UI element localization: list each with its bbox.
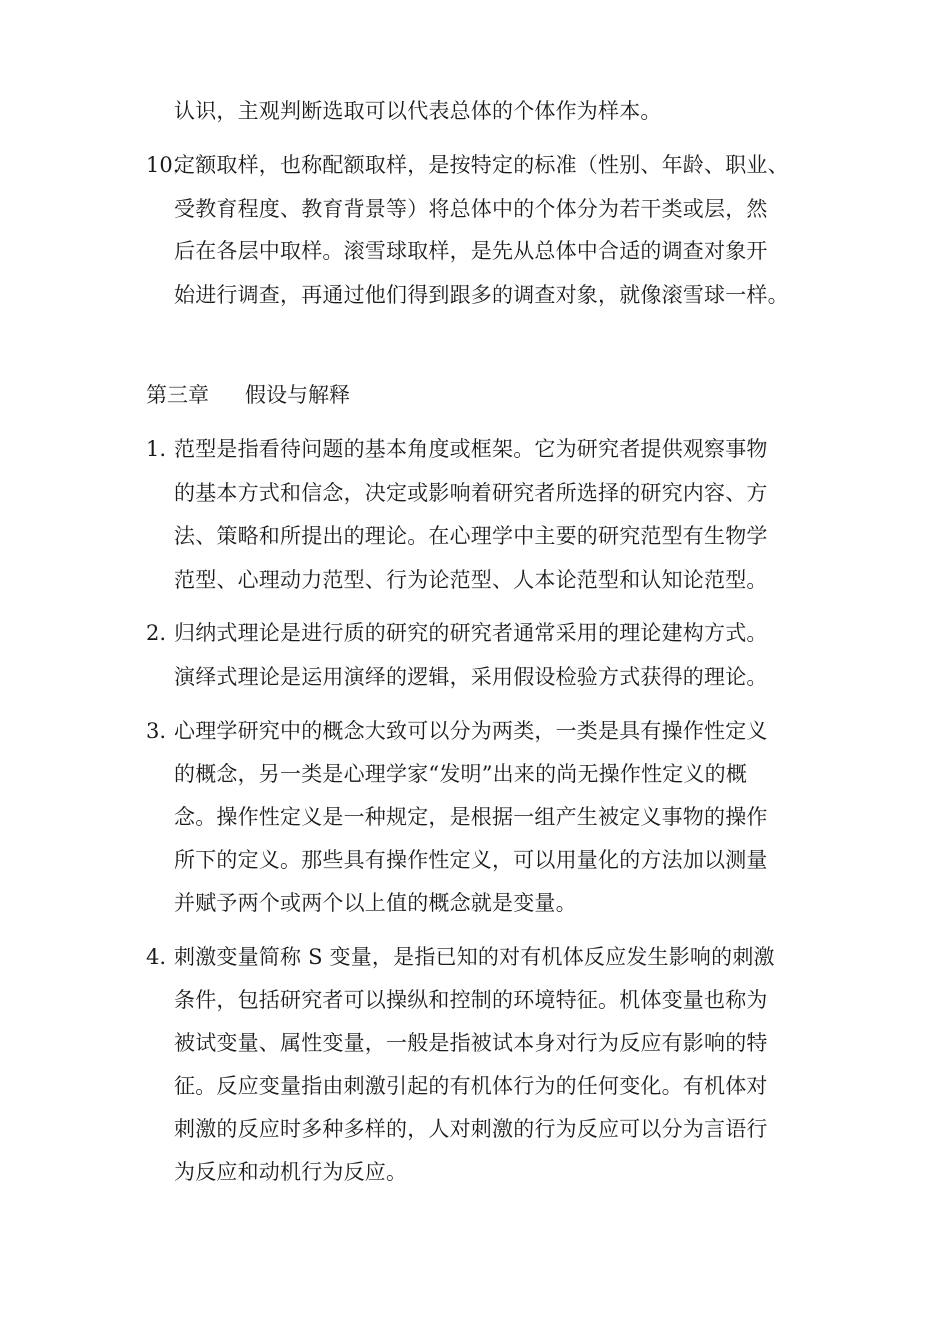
paragraph-line: 念。操作性定义是一种规定，是根据一组产生被定义事物的操作: [174, 805, 768, 829]
paragraph-line: 为反应和动机行为反应。: [174, 1160, 408, 1184]
list-item-marker: 4.: [146, 945, 167, 969]
paragraph-line: 法、策略和所提出的理论。在心理学中主要的研究范型有生物学: [174, 524, 768, 548]
paragraph-line: 刺激变量简称 S 变量，是指已知的对有机体反应发生影响的刺激: [174, 945, 775, 969]
paragraph-line: 认识，主观判断选取可以代表总体的个体作为样本。: [174, 99, 662, 123]
paragraph-line: 的基本方式和信念，决定或影响着研究者所选择的研究内容、方: [174, 481, 768, 505]
paragraph-line: 定额取样，也称配额取样，是按特定的标准（性别、年龄、职业、: [174, 153, 789, 177]
paragraph-line: 条件，包括研究者可以操纵和控制的环境特征。机体变量也称为: [174, 988, 768, 1012]
paragraph-line: 被试变量、属性变量，一般是指被试本身对行为反应有影响的特: [174, 1031, 768, 1055]
paragraph-line: 后在各层中取样。滚雪球取样，是先从总体中合适的调查对象开: [174, 239, 768, 263]
paragraph-line: 受教育程度、教育背景等）将总体中的个体分为若干类或层，然: [174, 197, 768, 221]
paragraph-line: 的概念，另一类是心理学家“发明”出来的尚无操作性定义的概: [174, 762, 748, 786]
chapter-title: 假设与解释: [245, 383, 350, 407]
paragraph-line: 心理学研究中的概念大致可以分为两类，一类是具有操作性定义: [174, 719, 768, 743]
list-item-marker: 1.: [146, 437, 167, 461]
list-item-marker: 10.: [146, 153, 180, 177]
paragraph-line: 范型、心理动力范型、行为论范型、人本论范型和认知论范型。: [174, 568, 768, 592]
paragraph-line: 范型是指看待问题的基本角度或框架。它为研究者提供观察事物: [174, 437, 768, 461]
paragraph-line: 刺激的反应时多种多样的，人对刺激的行为反应可以分为言语行: [174, 1117, 768, 1141]
paragraph-line: 征。反应变量指由刺激引起的有机体行为的任何变化。有机体对: [174, 1074, 768, 1098]
paragraph-line: 演绎式理论是运用演绎的逻辑，采用假设检验方式获得的理论。: [174, 665, 768, 689]
paragraph-line: 并赋予两个或两个以上值的概念就是变量。: [174, 891, 577, 915]
paragraph-line: 所下的定义。那些具有操作性定义，可以用量化的方法加以测量: [174, 848, 768, 872]
list-item-marker: 3.: [146, 719, 167, 743]
paragraph-line: 归纳式理论是进行质的研究的研究者通常采用的理论建构方式。: [174, 621, 768, 645]
list-item-marker: 2.: [146, 621, 167, 645]
paragraph-line: 始进行调查，再通过他们得到跟多的调查对象，就像滚雪球一样。: [174, 283, 789, 307]
chapter-number: 第三章: [146, 383, 209, 407]
